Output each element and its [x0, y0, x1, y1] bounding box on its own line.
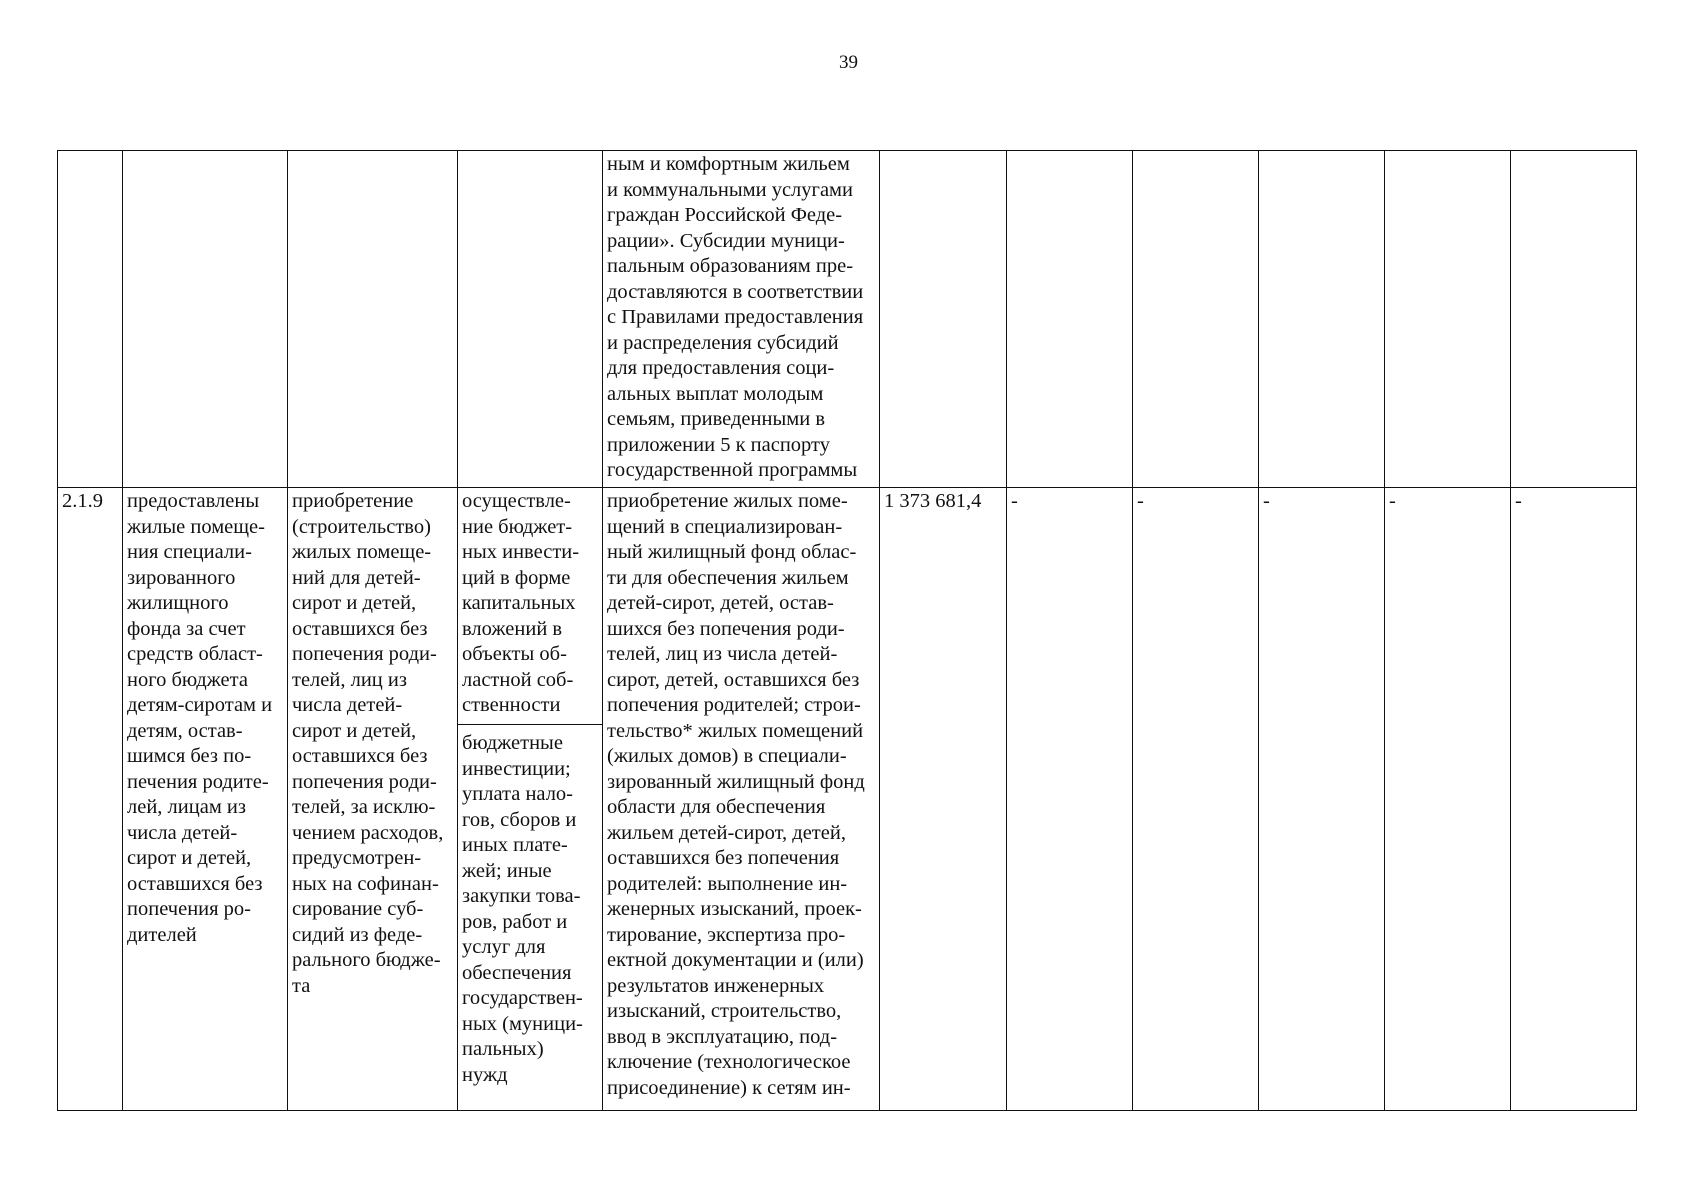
- value-dash-2: -: [1137, 490, 1144, 512]
- table-row-continuation: [58, 151, 1637, 488]
- cell-expense-type-empty: [458, 151, 603, 488]
- cell-description-continuation: [603, 151, 880, 488]
- page-number: 39: [839, 52, 858, 73]
- description-text: приобретение жилых поме- щений в специализирован- ный жилищный фонд облас- ти для обеспечения жильем детей-сирот, детей, остав- шихся без попечения роди- телей, лиц из числа детей- сирот, детей, оставшихся без попечения родителей; строи- тельство* жилых помещений (жилых домов) в специали- зированный жилищный фонд области для обеспечения жильем детей-сирот, детей, оставшихся без попечения родителей: выполнение ин- женерных изысканий, проек- тирование, экспертиза про- ектной документации и (или) результатов инженерных изысканий, строительство, ввод в эксплуатацию, под- ключение (технологическое присоединение) к сетям ин-: [607, 490, 865, 1099]
- cell-number: [58, 488, 123, 1111]
- budget-table-sheet: [57, 150, 1636, 1110]
- cell-value-empty-3: [1259, 151, 1385, 488]
- cell-expense-type: [458, 488, 603, 1111]
- cell-value-empty-1: [1007, 151, 1133, 488]
- budget-table: [57, 150, 1637, 1111]
- expense-type-capital-investments: осуществле- ние бюджет- ных инвести- ций в форме капитальных вложений в объекты об- ластной соб- ственности: [458, 488, 602, 725]
- cell-number-empty: [58, 151, 123, 488]
- cell-amount: [880, 488, 1007, 1111]
- cell-value-empty-4: [1385, 151, 1511, 488]
- cell-purpose-empty: [288, 151, 458, 488]
- amount-value: 1 373 681,4: [884, 490, 982, 512]
- table-row-2-1-9: [58, 488, 1637, 1111]
- value-dash-5: -: [1515, 490, 1522, 512]
- cell-value-empty-5: [1511, 151, 1637, 488]
- cell-value-5: [1511, 488, 1637, 1111]
- cell-value-3: [1259, 488, 1385, 1111]
- cell-result: [123, 488, 288, 1111]
- purpose-text: приобретение (строительство) жилых помеще- ний для детей- сирот и детей, оставшихся без попечения роди- телей, лиц из числа детей- сирот и детей, оставшихся без попечения роди- телей, за исклю- чением расходов, предусмотрен- ных на софинан- сирование суб- сидий из феде- рального бюдже- та: [292, 490, 444, 997]
- result-text: предоставлены жилые помеще- ния специали- зированного жилищного фонда за счет средств област- ного бюджета детям-сиротам и детям, остав- шимся без по- печения родите- лей, лицам из числа детей- сирот и детей, оставшихся без попечения ро- дителей: [127, 490, 273, 946]
- cell-value-4: [1385, 488, 1511, 1111]
- expense-type-budget-investments: бюджетные инвестиции; уплата нало- гов, сборов и иных плате- жей; иные закупки това- ров, работ и услуг для обеспечения государствен- ных (муници- пальных) нужд: [462, 732, 583, 1086]
- cell-purpose: [288, 488, 458, 1111]
- cell-value-2: [1133, 488, 1259, 1111]
- row-number: 2.1.9: [62, 490, 103, 512]
- description-continuation-text: ным и комфортным жильем и коммунальными услугами граждан Российской Феде- рации». Субсидии муници- пальным образованиям пре- доставляются в соответствии с Правилами предоставления и распределения субсидий для предоставления соци- альных выплат молодым семьям, приведенными в приложении 5 к паспорту государственной программы: [607, 153, 864, 481]
- cell-value-empty-2: [1133, 151, 1259, 488]
- cell-description: [603, 488, 880, 1111]
- cell-result-empty: [123, 151, 288, 488]
- cell-value-1: [1007, 488, 1133, 1111]
- value-dash-4: -: [1389, 490, 1396, 512]
- cell-amount-empty: [880, 151, 1007, 488]
- value-dash-3: -: [1263, 490, 1270, 512]
- value-dash-1: -: [1011, 490, 1018, 512]
